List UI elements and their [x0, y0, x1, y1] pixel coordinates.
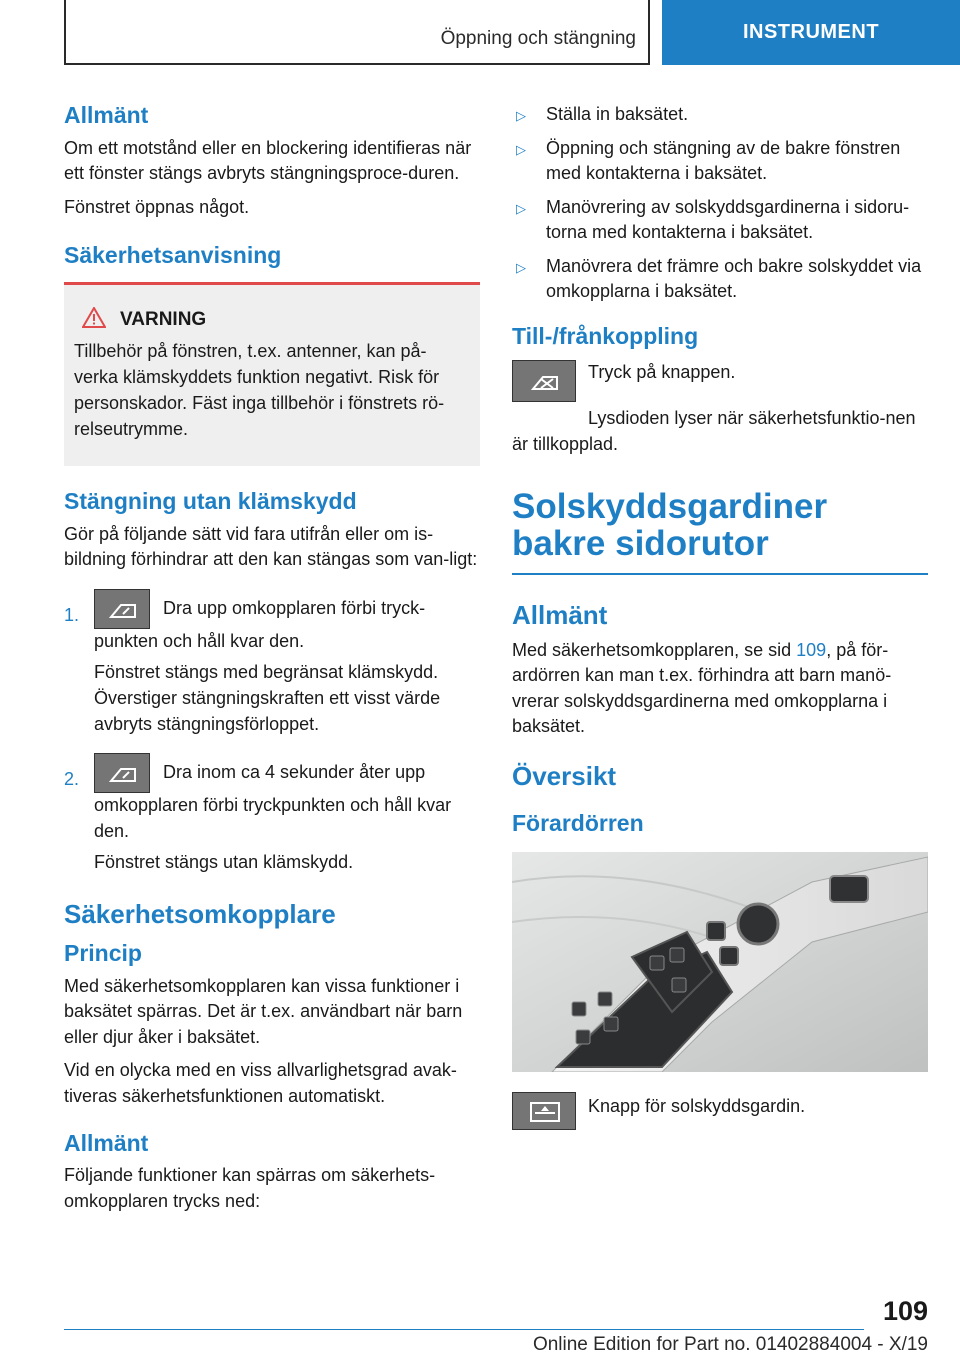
stangning-heading: Stängning utan klämskydd	[64, 488, 357, 515]
stangning-intro: Gör på följande sätt vid fara utifrån eller om is-bildning förhindrar att den kan stängas som van-ligt:	[64, 523, 478, 570]
allmant-paragraph-2: Fönstret öppnas något.	[64, 196, 250, 217]
list-item: ▷ Ställa in baksätet.	[516, 104, 689, 124]
warning-header	[74, 307, 470, 334]
header-bottom-rule	[64, 63, 650, 65]
warning-text: Tillbehör på fönstren, t.ex. antenner, kan på-verka klämskyddets funktion negativt. Risk för personskador. Fäst inga tillbehör i fönstrets rö-relseutrymme.	[74, 340, 445, 440]
princip-paragraph-2: Vid en olycka med en viss allvarlighetsgrad avak-tiveras säkerhetsfunktionen automatiskt.	[64, 1060, 457, 1106]
sunblind-caption: Knapp för solskyddsgardin.	[588, 1095, 806, 1116]
step-2-text: Dra inom ca 4 sekunder åter upp omkopplaren förbi tryckpunkten och håll kvar den.	[94, 761, 452, 841]
step-1	[64, 589, 480, 737]
sunblind-button-row	[512, 1092, 928, 1130]
warning-box	[64, 282, 480, 466]
sunblind-button-icon	[512, 1092, 576, 1130]
allmant-heading-3: Allmänt	[512, 600, 608, 631]
header-left-rule	[64, 0, 66, 64]
window-switch-icon	[94, 753, 150, 793]
door-panel-photo	[512, 852, 928, 1072]
header-divider	[648, 0, 650, 65]
step-1-number: 1.	[64, 604, 80, 625]
page-number: 109	[882, 1296, 928, 1326]
sakerhetsanvisning-heading: Säkerhetsanvisning	[64, 242, 282, 269]
list-item: ▷ Öppning och stängning av de bakre fönstren med kontakterna i baksätet.	[516, 137, 901, 184]
allmant-heading: Allmänt	[64, 102, 149, 128]
till-paragraph: Tryck på knappen.	[588, 362, 736, 383]
footer-rule	[64, 1329, 864, 1330]
window-switch-icon	[94, 589, 150, 629]
till-paragraph-2: Lysdioden lyser när säkerhetsfunktio-nen är tillkopplad.	[512, 408, 916, 454]
allmant-paragraph-4: Med säkerhetsomkopplaren, se sid 109, på för-ardörren kan man t.ex. förhindra att barn manö-vrerar solskyddsgardinerna med omkopplarna i baksätet.	[512, 639, 892, 737]
section-rule	[512, 573, 928, 575]
step-2-note: Fönstret stängs utan klämskydd.	[94, 852, 354, 873]
header-section-title: Öppning och stängning	[440, 28, 636, 49]
page-link[interactable]: 109	[796, 639, 827, 660]
list-item: ▷ Manövrering av solskyddsgardinerna i sidoru-torna med kontakterna i baksätet.	[516, 196, 910, 243]
list-item: ▷ Manövrera det främre och bakre solskyddet via omkopplarna i baksätet.	[516, 255, 922, 302]
forardorren-heading: Förardörren	[512, 810, 644, 837]
header-chapter-tab[interactable]: INSTRUMENT	[662, 0, 960, 65]
safety-switch-icon	[512, 360, 576, 402]
warning-label: VARNING	[120, 309, 207, 331]
left-column	[64, 96, 480, 1222]
safety-switch-row	[512, 360, 928, 402]
princip-heading: Princip	[64, 940, 142, 967]
step-1-text: Dra upp omkopplaren förbi tryck-punkten och håll kvar den.	[94, 597, 426, 651]
till-franskoppling-heading: Till-/frånkoppling	[512, 322, 699, 349]
sakerhetsomkopplare-heading: Säkerhetsomkopplare	[64, 898, 336, 929]
step-2	[64, 753, 480, 876]
allmant-heading-2: Allmänt	[64, 1129, 149, 1156]
step-1-note: Fönstret stängs med begränsat klämskydd. Överstiger stängningskraften ett visst värde avbryts stängningsförloppet.	[94, 662, 441, 734]
oversikt-heading: Översikt	[512, 760, 617, 791]
footer-edition: Online Edition for Part no. 01402884004 - X/19	[532, 1334, 928, 1355]
allmant-paragraph: Om ett motstånd eller en blockering identifieras när ett fönster stängs avbryts stängningsproce-duren.	[64, 137, 472, 184]
right-column	[512, 96, 928, 1130]
allmant-paragraph-3: Följande funktioner kan spärras om säkerhets-omkopplaren trycks ned:	[64, 1165, 436, 1211]
princip-paragraph: Med säkerhetsomkopplaren kan vissa funktioner i baksätet spärras. Det är t.ex. användbart när barn eller djur åker i baksätet.	[64, 975, 463, 1047]
step-2-number: 2.	[64, 769, 80, 790]
locked-functions-list	[512, 102, 928, 305]
solskyddsgardiner-heading: Solskyddsgardiner bakre sidorutor	[512, 486, 828, 564]
warning-triangle-icon	[82, 307, 106, 334]
